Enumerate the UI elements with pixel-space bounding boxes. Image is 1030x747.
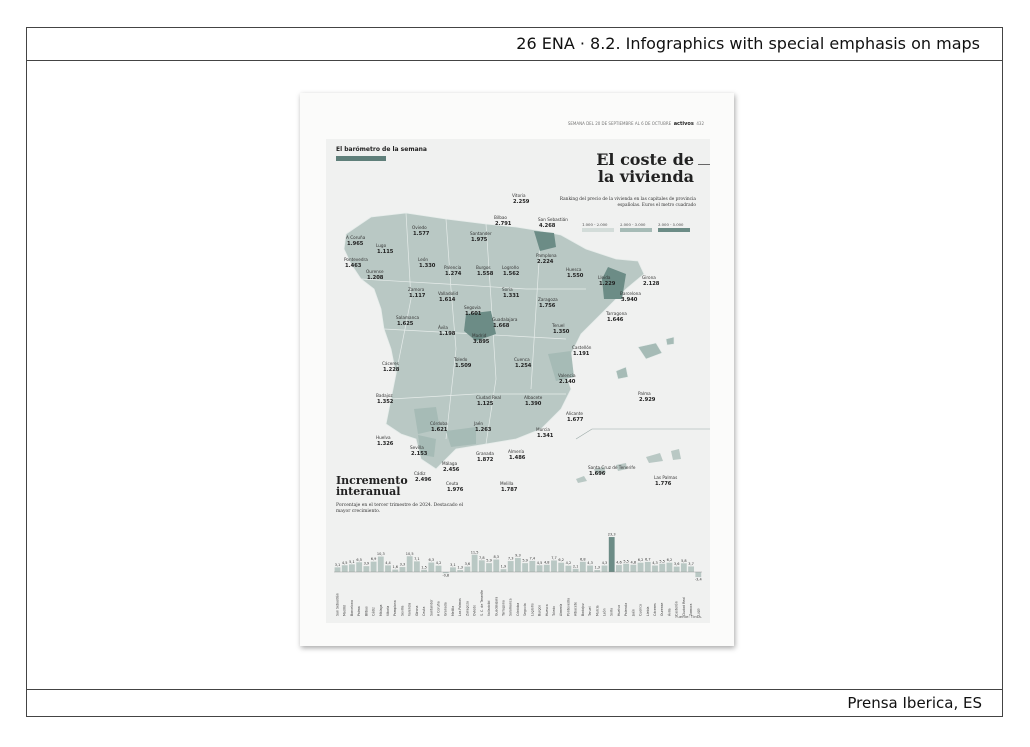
bar-value-label: 4,4 <box>385 560 391 565</box>
bar-category-label: León <box>602 608 607 616</box>
bar-value-label: 3,3 <box>399 562 406 567</box>
bar-value-label: 5,9 <box>522 558 528 563</box>
bar-category-label: Soria <box>609 607 614 616</box>
legend-label-2: 2.000 - 3.000 <box>620 222 646 227</box>
bar-value-label: 5,1 <box>349 559 355 564</box>
city-name-label: Zaragoza <box>538 297 558 302</box>
bar-category-label: Badajoz <box>580 603 585 616</box>
city-value-label: 3.895 <box>473 339 490 345</box>
city-value-label: 1.228 <box>383 367 400 373</box>
bar-value-label: 4,6 <box>616 560 622 565</box>
city-value-label: 1.872 <box>477 457 494 463</box>
city-name-label: Zamora <box>408 287 425 292</box>
city-name-label: Badajoz <box>376 393 393 398</box>
bar <box>349 564 355 572</box>
bar <box>544 565 550 572</box>
bar-value-label: 1,5 <box>421 565 427 570</box>
city-value-label: 2.791 <box>495 221 512 227</box>
bar-category-label: Guadalajara <box>494 596 499 616</box>
bar <box>472 555 478 572</box>
city-name-label: Valladolid <box>438 291 459 296</box>
city-name-label: Pamplona <box>536 253 557 258</box>
city-name-label: Burgos <box>476 265 491 270</box>
city-value-label: 1.550 <box>567 273 584 279</box>
city-value-label: 1.621 <box>431 427 448 433</box>
bar <box>407 556 413 572</box>
bar-category-label: Burgos <box>537 604 542 616</box>
city-name-label: Ceuta <box>446 481 459 486</box>
bar <box>515 558 521 572</box>
city-value-label: 1.390 <box>525 401 542 407</box>
bar-category-label: Bilbao <box>364 606 369 616</box>
bar <box>580 562 586 572</box>
bar-value-label: 4,2 <box>435 561 442 566</box>
city-value-label: 2.128 <box>643 281 660 287</box>
city-value-label: 1.976 <box>447 487 464 493</box>
title-line-2: la vivienda <box>597 167 694 186</box>
bar <box>428 563 434 572</box>
bar-value-label: 10,3 <box>376 552 385 557</box>
bar-value-label: 6,8 <box>580 557 586 562</box>
city-name-label: Salamanca <box>396 315 420 320</box>
bar-category-label: Murcia <box>595 605 600 616</box>
bar <box>378 557 384 572</box>
city-name-label: Soria <box>502 287 513 292</box>
city-name-label: Melilla <box>500 481 514 486</box>
bar-category-label: Melilla <box>450 605 455 616</box>
increment-title <box>336 475 408 497</box>
city-value-label: 1.263 <box>475 427 492 433</box>
city-name-label: Madrid <box>472 333 487 338</box>
city-name-label: Lugo <box>376 243 387 248</box>
bar-value-label: 23,3 <box>607 532 616 537</box>
city-value-label: 1.191 <box>573 351 590 357</box>
city-value-label: 4.268 <box>539 223 556 229</box>
city-value-label: 1.614 <box>439 297 456 303</box>
bar-category-label: Palma <box>357 606 362 616</box>
city-name-label: Huesca <box>566 267 582 272</box>
canary-inset-frame <box>576 429 710 439</box>
city-name-label: Albacete <box>524 395 543 400</box>
bar-value-label: 4,8 <box>630 560 637 565</box>
bar <box>681 563 687 572</box>
city-name-label: Oviedo <box>412 225 427 230</box>
city-name-label: Santa Cruz de Tenerife <box>588 465 636 470</box>
bar <box>652 566 658 572</box>
bar-category-label: Sevilla <box>400 605 405 616</box>
city-value-label: 1.562 <box>503 271 520 277</box>
city-value-label: 1.326 <box>377 441 394 447</box>
bar <box>436 566 442 572</box>
bar-value-label: 4,8 <box>543 560 550 565</box>
bar-value-label: 6,3 <box>428 558 435 563</box>
bar <box>464 567 470 572</box>
bar <box>537 565 543 572</box>
bar-value-label: 1,6 <box>392 565 399 570</box>
bar-category-label: Zaragoza <box>465 600 470 616</box>
city-name-label: Ávila <box>438 325 448 330</box>
city-value-label: 1.696 <box>589 471 606 477</box>
bar <box>659 564 665 572</box>
newspaper-page <box>300 93 734 646</box>
bar-category-label: Huelva <box>616 604 621 616</box>
city-name-label: Segovia <box>464 305 481 310</box>
city-name-label: Bilbao <box>494 215 507 220</box>
bar-category-label: Salamanca <box>508 598 513 616</box>
infographic <box>326 139 710 623</box>
bar-category-label: Granada <box>443 602 448 616</box>
bar-value-label: 1,3 <box>457 565 463 570</box>
running-head-date: SEMANA DEL 20 DE SEPTIEMBRE AL 6 DE OCTUBRE <box>567 121 672 126</box>
bar <box>609 537 615 572</box>
bar-value-label: 5,5 <box>623 559 629 564</box>
city-value-label: 2.929 <box>639 397 656 403</box>
bar-value-label: 8,3 <box>493 555 500 560</box>
city-name-label: Jaén <box>474 421 484 426</box>
city-value-label: 1.254 <box>515 363 532 369</box>
bar-value-label: 6,5 <box>356 557 362 562</box>
bar-value-label: 7,3 <box>507 556 514 561</box>
page-number: 432 <box>696 121 704 126</box>
bar-value-label: 6,9 <box>370 557 377 562</box>
bar-category-label: Valladolid <box>487 600 492 616</box>
bar <box>501 569 507 572</box>
city-value-label: 1.125 <box>477 401 494 407</box>
bar-category-label: San Sebastián <box>335 593 340 616</box>
city-name-label: Girona <box>642 275 656 280</box>
city-name-label: Córdoba <box>430 421 448 426</box>
city-value-label: 2.140 <box>559 379 576 385</box>
city-name-label: Toledo <box>454 357 468 362</box>
city-name-label: Teruel <box>552 323 565 328</box>
city-value-label: 1.208 <box>367 275 384 281</box>
bar-value-label: 4,3 <box>587 561 593 566</box>
bar-category-label: Ceuta <box>422 606 427 616</box>
bar-category-label: Vitoria <box>386 605 391 616</box>
city-value-label: 1.509 <box>455 363 472 369</box>
bar-category-label: Ávila <box>667 608 672 616</box>
city-name-label: Cuenca <box>514 357 530 362</box>
city-value-label: 2.259 <box>513 199 530 205</box>
city-name-label: Cádiz <box>414 471 426 476</box>
bar <box>385 565 391 572</box>
bar-category-label: Cádiz <box>371 607 376 616</box>
city-value-label: 3.940 <box>621 297 638 303</box>
bar-value-label: 5,9 <box>486 558 492 563</box>
city-name-label: Logroño <box>502 265 519 270</box>
bar <box>674 567 680 572</box>
bar-value-label: 3,1 <box>334 562 341 567</box>
city-value-label: 2.456 <box>443 467 460 473</box>
bar <box>400 567 406 572</box>
city-name-label: Murcia <box>536 427 550 432</box>
bar <box>356 562 362 572</box>
bar-category-label: Lleida <box>645 606 650 616</box>
city-value-label: 1.601 <box>465 311 482 317</box>
bar-category-label: Córdoba <box>515 602 520 616</box>
city-value-label: 1.115 <box>377 249 394 255</box>
bar <box>558 563 564 572</box>
bar <box>392 570 398 572</box>
bar <box>529 561 535 572</box>
increment-bar-chart <box>326 534 710 618</box>
bar-value-label: 7,8 <box>479 555 485 560</box>
bar-value-label: 4,5 <box>536 560 543 565</box>
bar-value-label: -0,8 <box>442 573 450 578</box>
city-value-label: 1.486 <box>509 455 526 461</box>
city-value-label: 1.577 <box>413 231 430 237</box>
bar <box>363 566 369 572</box>
bar-value-label: 4,3 <box>652 561 658 566</box>
bar-category-label: Las Palmas <box>458 598 463 616</box>
city-name-label: Castellón <box>572 345 592 350</box>
infographic-subtitle: Ranking del precio de la vivienda en las capitales de provincia españolas. Euros el metro cuadrado <box>559 197 696 208</box>
city-value-label: 2.496 <box>415 477 432 483</box>
city-value-label: 1.198 <box>439 331 456 337</box>
bar-category-label: Tarragona <box>501 600 506 616</box>
bar-category-label: Lugo <box>696 608 701 616</box>
city-value-label: 1.350 <box>553 329 570 335</box>
bar <box>522 563 528 572</box>
bar-category-label: Logroño <box>530 603 535 616</box>
city-name-label: Cáceres <box>382 361 399 366</box>
city-value-label: 1.117 <box>409 293 426 299</box>
bar-value-label: 3,6 <box>673 562 680 567</box>
city-name-label: Las Palmas <box>654 475 678 480</box>
section-tag: El barómetro de la semana <box>336 146 427 153</box>
city-value-label: 1.229 <box>599 281 616 287</box>
city-value-label: 1.331 <box>503 293 520 299</box>
bar-category-label: Madrid <box>342 605 347 616</box>
bar-value-label: 4,2 <box>565 561 572 566</box>
header-bar <box>27 28 1002 61</box>
bar <box>371 562 377 572</box>
bar-category-label: Segovia <box>523 603 528 616</box>
city-name-label: Tarragona <box>606 311 627 316</box>
city-name-label: Ciudad Real <box>476 395 501 400</box>
city-name-label: Huelva <box>376 435 391 440</box>
bar-value-label: 7,7 <box>551 555 557 560</box>
bar-category-label: Ciudad Real <box>681 596 686 616</box>
city-name-label: Málaga <box>442 461 458 466</box>
city-name-label: Barcelona <box>620 291 641 296</box>
bar-category-label: Pamplona <box>393 600 398 616</box>
bar <box>342 565 348 572</box>
bar-value-label: 2,1 <box>572 564 579 569</box>
bar-value-label: 3,9 <box>363 561 370 566</box>
bar-value-label: 6,7 <box>644 557 651 562</box>
city-value-label: 1.341 <box>537 433 554 439</box>
bar-category-label: Ourense <box>660 602 665 616</box>
bar-value-label: 6,2 <box>558 558 564 563</box>
bar-category-label: Zamora <box>689 603 694 616</box>
legend-label-1: 1.000 - 2.000 <box>582 222 608 227</box>
city-name-label: A Coruña <box>346 235 366 240</box>
city-value-label: 1.646 <box>607 317 624 323</box>
bar-value-label: -3,4 <box>694 577 702 582</box>
bar <box>414 561 420 572</box>
bar <box>486 563 492 572</box>
city-name-label: Alicante <box>566 411 583 416</box>
city-value-label: 1.668 <box>493 323 510 329</box>
increment-title-line-2: interanual <box>336 485 401 498</box>
city-value-label: 1.756 <box>539 303 556 309</box>
bar <box>630 565 636 572</box>
city-value-label: 1.352 <box>377 399 394 405</box>
city-value-label: 1.677 <box>567 417 584 423</box>
bar-value-label: 3,7 <box>688 561 694 566</box>
bar-value-label: 9,3 <box>515 553 521 558</box>
city-value-label: 1.625 <box>397 321 414 327</box>
bar-value-label: 7,4 <box>529 556 536 561</box>
bar-value-label: 5,5 <box>659 559 665 564</box>
bar <box>421 570 427 572</box>
bar <box>667 563 673 572</box>
bar <box>594 570 600 572</box>
bar-category-label: Teruel <box>588 606 593 616</box>
bar-category-label: Santander <box>429 599 434 616</box>
city-value-label: 1.463 <box>345 263 362 269</box>
city-name-label: Santander <box>470 231 492 236</box>
bar <box>602 566 608 572</box>
bar <box>493 560 499 572</box>
city-name-label: Guadalajara <box>492 317 518 322</box>
city-value-label: 1.274 <box>445 271 462 277</box>
balearic-islands <box>616 337 674 379</box>
bar-value-label: 10,5 <box>405 551 414 556</box>
bar-category-label: Girona <box>414 605 419 616</box>
source-note: Fuente: Tinsa. <box>675 614 702 619</box>
legend-label-3: 3.000 - 5.000 <box>658 222 684 227</box>
increment-title-line-1: Incremento <box>336 474 408 487</box>
bar-value-label: 3,1 <box>450 562 456 567</box>
footer-bar <box>27 689 1002 716</box>
bar-value-label: 4,5 <box>341 560 348 565</box>
city-name-label: Almería <box>508 449 525 454</box>
bar-value-label: 6,2 <box>666 558 673 563</box>
bar-category-label: Valencia <box>407 602 412 616</box>
bar <box>551 560 557 572</box>
bar <box>335 567 341 572</box>
city-value-label: 2.224 <box>537 259 554 265</box>
bar <box>695 572 701 577</box>
city-name-label: Palma <box>638 391 651 396</box>
source-credit: Prensa Iberica, ES <box>847 694 982 712</box>
bar-category-label: Castellón <box>674 601 679 616</box>
bar <box>508 561 514 572</box>
bar-category-label: A Coruña <box>436 601 441 616</box>
bar-value-label: 1,3 <box>594 565 601 570</box>
bar-value-label: 5,8 <box>681 558 687 563</box>
city-value-label: 1.787 <box>501 487 518 493</box>
city-value-label: 1.975 <box>471 237 488 243</box>
city-name-label: Sevilla <box>410 445 424 450</box>
bar <box>479 560 485 572</box>
bar-value-label: 7,1 <box>414 556 420 561</box>
bar <box>457 570 463 572</box>
bar <box>616 565 622 572</box>
bar <box>573 569 579 572</box>
city-value-label: 1.776 <box>655 481 672 487</box>
slide-title: 26 ENA · 8.2. Infographics with special emphasis on maps <box>516 34 980 53</box>
bar <box>566 566 572 572</box>
city-name-label: Vitoria <box>512 193 526 198</box>
city-value-label: 2.153 <box>411 451 428 457</box>
title-line-1: El coste de <box>596 150 694 169</box>
city-value-label: 1.558 <box>477 271 494 277</box>
city-name-label: Lleida <box>598 275 611 280</box>
bar-category-label: Palencia <box>624 602 629 616</box>
bar-category-label: Toledo <box>551 605 556 616</box>
bar-category-label: Oviedo <box>472 604 477 616</box>
bar-category-label: S. C. de Tenerife <box>479 590 484 616</box>
city-name-label: Granada <box>476 451 494 456</box>
city-name-label: Valencia <box>558 373 576 378</box>
increment-subtitle: Porcentaje en el tercer trimestre de 2024. Destacado el mayor crecimiento. <box>336 503 464 514</box>
bar-value-label: 6,2 <box>637 558 644 563</box>
bar-category-label: Almería <box>559 603 564 616</box>
bar-category-label: Jaén <box>631 609 636 616</box>
bar-category-label: Huesca <box>544 604 549 616</box>
bar <box>645 562 651 572</box>
running-head <box>568 121 704 127</box>
bar-category-label: Cuenca <box>638 604 643 616</box>
bar-category-label: Cáceres <box>653 603 657 616</box>
city-name-label: Ourense <box>366 269 384 274</box>
bar-value-label: 11,5 <box>470 550 479 555</box>
bar-value-label: 1,9 <box>500 564 507 569</box>
bar <box>623 564 629 572</box>
city-name-label: Palencia <box>444 265 462 270</box>
bar-category-label: Málaga <box>378 604 383 616</box>
city-name-label: Pontevedra <box>344 257 368 262</box>
bar <box>587 566 593 572</box>
bar-category-label: Barcelona <box>349 600 354 616</box>
bar <box>450 567 456 572</box>
bar-category-label: Pontevedra <box>566 597 571 616</box>
bar <box>638 563 644 572</box>
city-value-label: 1.330 <box>419 263 436 269</box>
city-value-label: 1.965 <box>347 241 364 247</box>
city-name-label: San Sebastián <box>538 217 568 222</box>
bar-category-label: Albacete <box>573 602 578 616</box>
bar <box>688 566 694 572</box>
bar-value-label: 3,6 <box>464 562 471 567</box>
city-name-label: León <box>418 257 429 262</box>
brand-logo: activos <box>673 121 694 127</box>
bar-value-label: 4,3 <box>601 561 608 566</box>
